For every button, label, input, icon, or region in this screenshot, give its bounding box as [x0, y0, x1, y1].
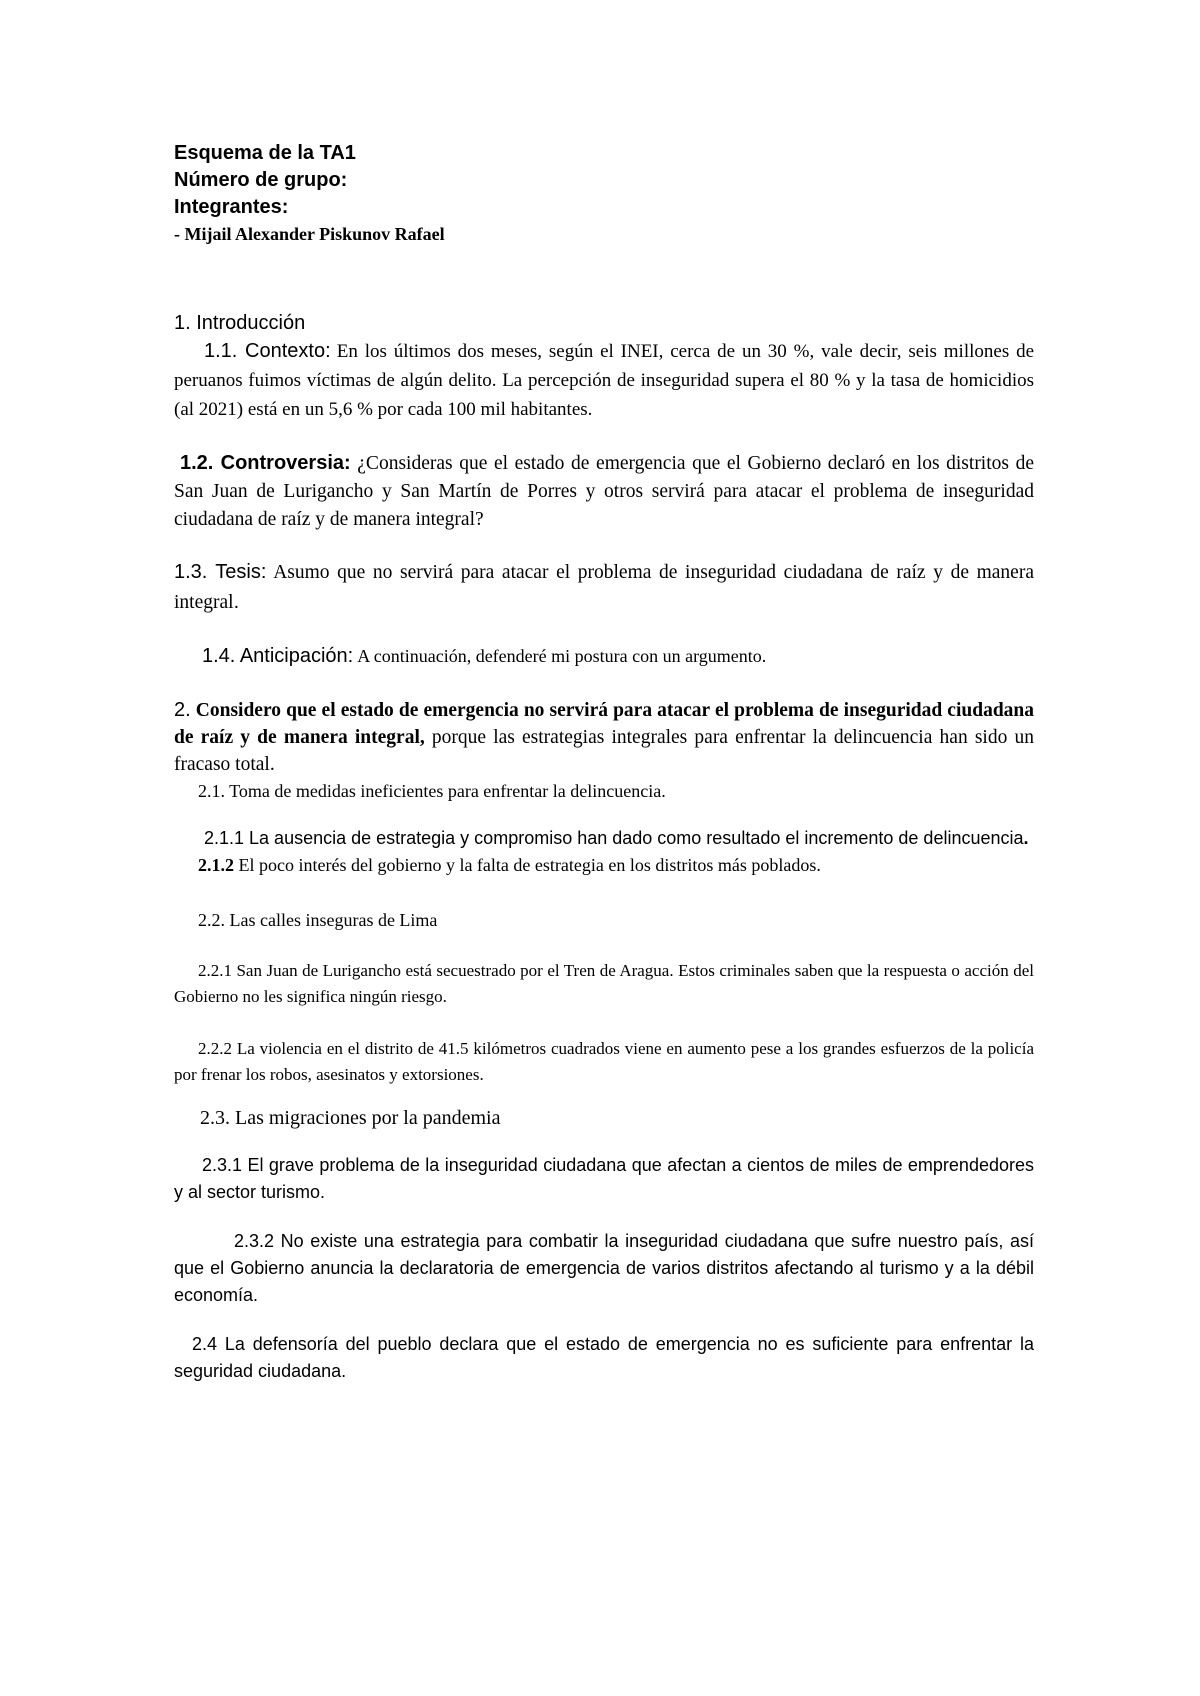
members-label: Integrantes:	[174, 196, 289, 218]
argument-number: 2.	[174, 699, 191, 721]
controversy-text: ¿Consideras que el estado de emergencia que el Gobierno declaró en los distritos de San Juan de Lurigancho y San Martín de Porres y otros servirá para atacar el problema de inseguridad ciudadana de raíz y de manera integral?	[174, 453, 1034, 530]
context-paragraph	[174, 337, 1034, 425]
thesis-paragraph	[174, 558, 1034, 618]
subargument-2-1-1-end: .	[1023, 828, 1029, 848]
intro-heading: 1. Introducción	[174, 312, 306, 334]
context-text: En los últimos dos meses, según el INEI, cerca de un 30 %, vale decir, seis millones de peruanos fuimos víctimas de algún delito. La percepción de inseguridad supera el 80 % y la tasa de homicidios (al 2021) está en un 5,6 % por cada 100 mil habitantes.	[174, 341, 1035, 420]
thesis-text: Asumo que no servirá para atacar el problema de inseguridad ciudadana de raíz y de manera integral	[174, 562, 1034, 613]
subargument-2-2-1: 2.2.1 San Juan de Lurigancho está secuestrado por el Tren de Aragua. Estos criminales saben que la respuesta o acción del Gobierno no les significa ningún riesgo.	[174, 961, 1034, 1006]
group-number-label: Número de grupo:	[174, 169, 348, 191]
subargument-2-1-2-text: El poco interés del gobierno y la falta de estrategia en los distritos más poblados.	[238, 855, 821, 875]
subargument-2-1-2-label: 2.1.2	[198, 855, 234, 875]
subargument-2-1-2	[174, 852, 1034, 879]
subargument-2-2: 2.2. Las calles inseguras de Lima	[198, 910, 438, 930]
context-label: 1.1. Contexto:	[204, 340, 331, 362]
anticipation-paragraph	[174, 642, 1034, 672]
thesis-end: .	[233, 591, 240, 613]
subargument-2-1: 2.1. Toma de medidas ineficientes para enfrentar la delincuencia.	[198, 781, 666, 801]
anticipation-label: 1.4. Anticipación:	[202, 645, 354, 667]
argument-claim-bold: Considero que el estado de emergencia no servirá para atacar el problema de inseguridad ciudadana de raíz y de manera integral,	[174, 700, 1035, 748]
member-name: - Mijail Alexander Piskunov Rafael	[174, 224, 445, 244]
document-title: Esquema de la TA1	[174, 142, 356, 164]
subargument-2-1-1	[174, 825, 1034, 852]
subargument-2-1-1-text: 2.1.1 La ausencia de estrategia y compromiso han dado como resultado el incremento de delincuencia	[204, 828, 1024, 848]
anticipation-text: A continuación, defenderé mi postura con un argumento.	[357, 646, 767, 666]
subargument-2-4: 2.4 La defensoría del pueblo declara que el estado de emergencia no es suficiente para enfrentar la seguridad ciudadana.	[174, 1334, 1034, 1381]
thesis-label: 1.3. Tesis:	[174, 561, 267, 583]
controversy-paragraph	[174, 449, 1034, 534]
document-content	[174, 140, 1034, 1385]
subargument-2-3-1: 2.3.1 El grave problema de la inseguridad ciudadana que afectan a cientos de miles de emprendedores y al sector turismo.	[174, 1155, 1034, 1202]
subargument-2-2-2: 2.2.2 La violencia en el distrito de 41.5 kilómetros cuadrados viene en aumento pese a los grandes esfuerzos de la policía por frenar los robos, asesinatos y extorsiones.	[174, 1039, 1034, 1084]
subargument-2-3: 2.3. Las migraciones por la pandemia	[200, 1107, 501, 1129]
subargument-2-3-2: 2.3.2 No existe una estrategia para combatir la inseguridad ciudadana que sufre nuestro país, así que el Gobierno anuncia la declaratoria de emergencia de varios distritos afectando al turismo y a la débil economía.	[174, 1231, 1034, 1305]
controversy-label: 1.2. Controversia:	[180, 452, 351, 474]
argument-claim-rest: porque las estrategias integrales para enfrentar la delincuencia han sido un fracaso total.	[174, 727, 1034, 775]
argument-claim-paragraph	[174, 696, 1034, 778]
